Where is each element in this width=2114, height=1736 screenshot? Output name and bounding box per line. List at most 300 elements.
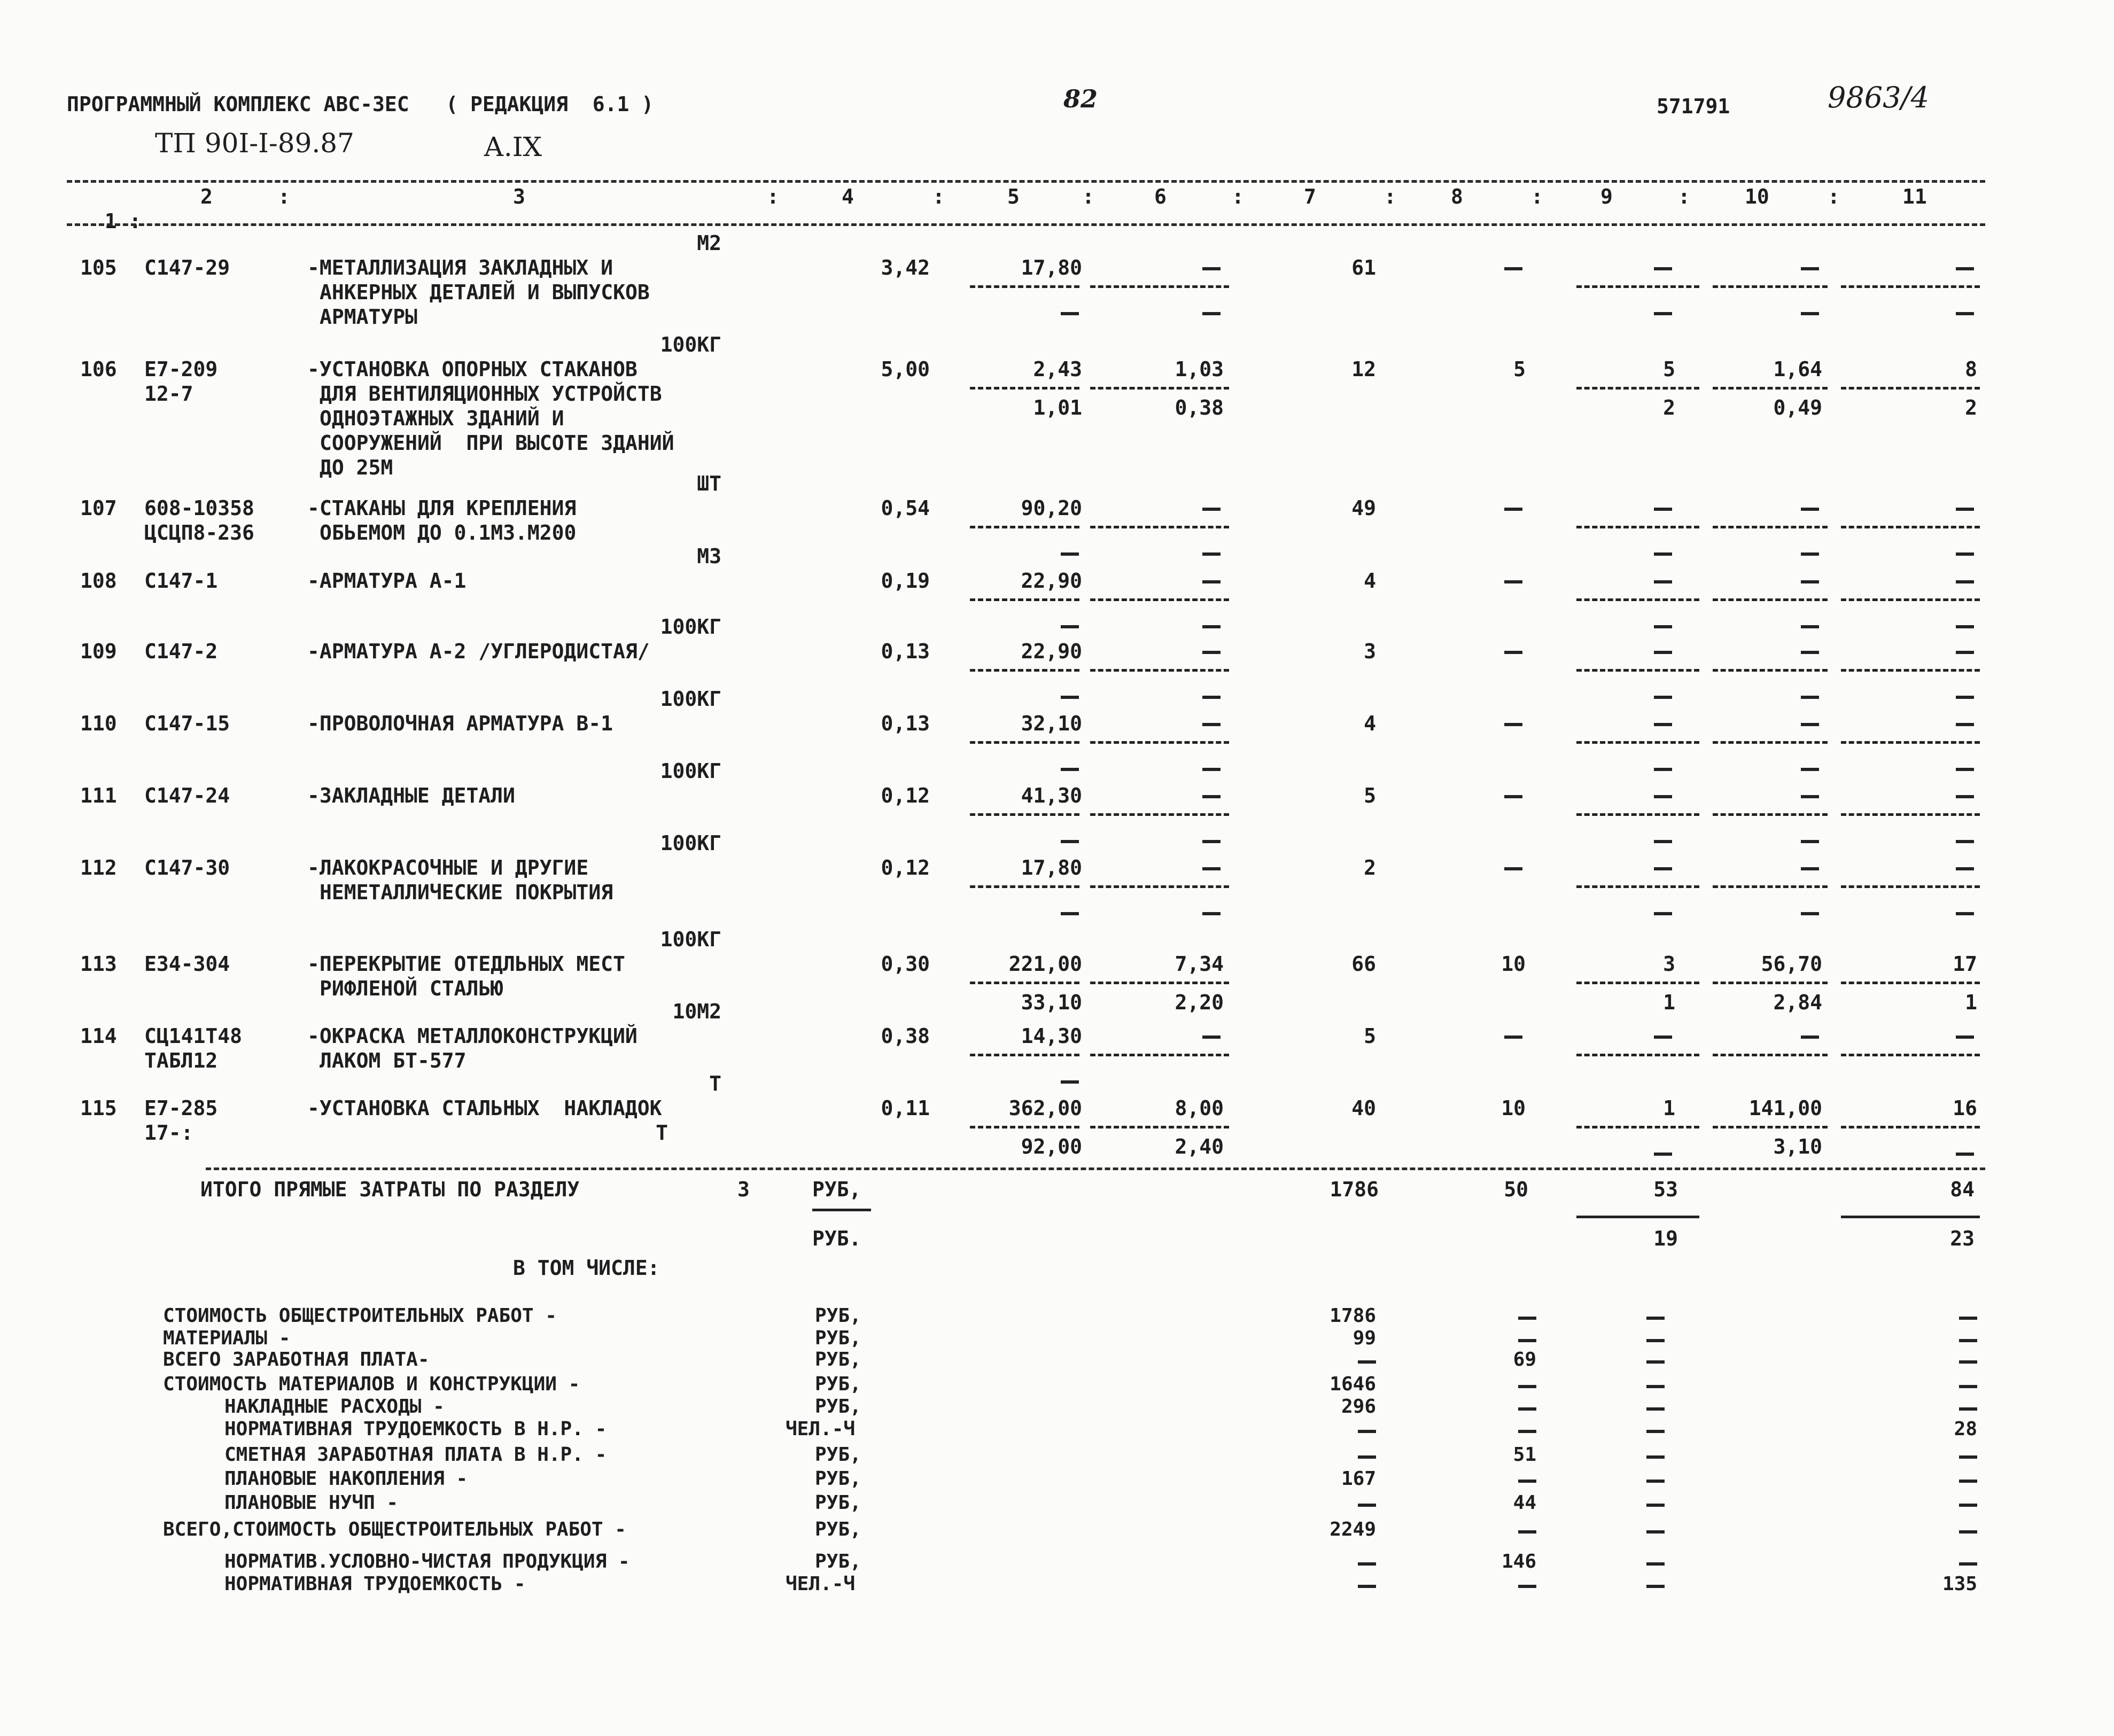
- dash-mark: [1202, 580, 1221, 583]
- cell-underline: [1090, 285, 1229, 288]
- dash-mark: [1801, 840, 1819, 843]
- summary-label: ВСЕГО ЗАРАБОТНАЯ ПЛАТА-: [163, 1349, 430, 1371]
- cell-underline: [1576, 1126, 1699, 1128]
- dash-mark: [1801, 867, 1819, 870]
- summary-label: СМЕТНАЯ ЗАРАБОТНАЯ ПЛАТА В Н.Р. -: [224, 1444, 607, 1466]
- dash-mark: [1358, 1360, 1376, 1364]
- row-description: ОБЬЕМОМ ДО 0.1М3.М200: [320, 521, 577, 544]
- cell-underline: [1713, 285, 1828, 288]
- dash-mark: [1061, 696, 1079, 699]
- summary-c7: 1786: [1330, 1305, 1376, 1327]
- row-description: ДО 25М: [320, 456, 393, 479]
- cell-c7: 66: [1351, 952, 1376, 976]
- dash-mark: [1646, 1530, 1665, 1533]
- cell-c5: 17,80: [1021, 256, 1082, 279]
- cell-underline: [1090, 885, 1229, 888]
- dash-mark: [1504, 723, 1522, 726]
- cell-underline: [970, 1054, 1079, 1056]
- dash-mark: [1956, 768, 1974, 771]
- cell-underline: [1841, 741, 1980, 744]
- row-description: -ПЕРЕКРЫТИЕ ОТЕДЛЬНЫХ МЕСТ: [307, 952, 625, 976]
- row-description: АРМАТУРЫ: [320, 305, 418, 329]
- summary-c7: 296: [1341, 1396, 1376, 1418]
- cell-underline: [1090, 1054, 1229, 1056]
- col-3-header: 3: [513, 185, 525, 208]
- cell-c6: 7,34: [1175, 952, 1224, 976]
- cell-c10-b: 3,10: [1773, 1135, 1822, 1158]
- dash-mark: [1518, 1480, 1536, 1483]
- cell-c4: 0,13: [881, 640, 930, 663]
- col-10-header: 10: [1745, 185, 1769, 208]
- row-code: С147-2: [144, 640, 218, 663]
- row-code: Е7-209: [144, 357, 218, 381]
- unit-label: 100КГ: [660, 831, 721, 855]
- dash-mark: [1654, 580, 1672, 583]
- dash-mark: [1801, 267, 1819, 270]
- cell-c11-b: 2: [1965, 396, 1977, 419]
- col-sep: :: [767, 185, 779, 208]
- cell-c7: 4: [1364, 712, 1376, 735]
- cell-c7: 5: [1364, 1024, 1376, 1048]
- cell-c4: 0,12: [881, 856, 930, 879]
- cell-c10: 1,64: [1773, 357, 1822, 381]
- cell-c5: 14,30: [1021, 1024, 1082, 1048]
- cell-underline: [1713, 885, 1828, 888]
- cell-c4: 0,12: [881, 784, 930, 807]
- dash-mark: [1956, 625, 1974, 628]
- dash-mark: [1801, 795, 1819, 798]
- dash-mark: [1504, 651, 1522, 654]
- dash-mark: [1504, 508, 1522, 511]
- row-description: -ОКРАСКА МЕТАЛЛОКОНСТРУКЦИЙ: [307, 1024, 638, 1048]
- unit-label: ШТ: [697, 472, 721, 495]
- row-number: 106: [80, 357, 117, 381]
- col-sep: :: [1384, 185, 1396, 208]
- unit-label: 10М2: [672, 1000, 721, 1023]
- dash-mark: [1358, 1562, 1376, 1566]
- dash-mark: [1061, 912, 1079, 915]
- dash-mark: [1646, 1504, 1665, 1507]
- cell-underline: [1576, 982, 1699, 984]
- dash-mark: [1956, 552, 1974, 556]
- row-number: 105: [80, 256, 117, 279]
- album-number: А.IX: [484, 131, 542, 162]
- col-4-header: 4: [842, 185, 854, 208]
- summary-label: СТОИМОСТЬ МАТЕРИАЛОВ И КОНСТРУКЦИИ -: [163, 1373, 580, 1395]
- row-code: С147-30: [144, 856, 230, 879]
- dash-mark: [1646, 1480, 1665, 1483]
- row-code: С147-15: [144, 712, 230, 735]
- summary-label: НАКЛАДНЫЕ РАСХОДЫ -: [224, 1396, 445, 1418]
- cell-c6-b: 2,40: [1175, 1135, 1224, 1158]
- row-description: -УСТАНОВКА СТАЛЬНЫХ НАКЛАДОК: [307, 1096, 662, 1120]
- dash-mark: [1654, 795, 1672, 798]
- cell-underline: [1841, 1054, 1980, 1056]
- dash-mark: [1518, 1339, 1536, 1342]
- col-sep: :: [1678, 185, 1690, 208]
- dash-mark: [1202, 508, 1221, 511]
- totals-col8: 50: [1504, 1178, 1528, 1201]
- row-code: СЦ141Т48: [144, 1024, 243, 1048]
- dash-mark: [1202, 912, 1221, 915]
- summary-c8: 44: [1513, 1492, 1536, 1514]
- row-description: ЛАКОМ БТ-577: [320, 1049, 467, 1072]
- summary-unit: РУБ,: [815, 1396, 861, 1418]
- dash-mark: [1654, 840, 1672, 843]
- col-8-header: 8: [1451, 185, 1463, 208]
- cell-underline: [1713, 813, 1828, 816]
- totals-col11: 84: [1950, 1178, 1975, 1201]
- row-number: 108: [80, 569, 117, 593]
- dash-mark: [1654, 312, 1672, 315]
- dash-mark: [1801, 312, 1819, 315]
- cell-underline: [970, 387, 1079, 390]
- col-sep: :: [278, 185, 290, 208]
- dash-mark: [1202, 651, 1221, 654]
- cell-underline: [970, 982, 1079, 984]
- cell-underline: [1090, 526, 1229, 528]
- cell-c4: 0,11: [881, 1096, 930, 1120]
- totals-label: ИТОГО ПРЯМЫЕ ЗАТРАТЫ ПО РАЗДЕЛУ: [200, 1178, 580, 1201]
- cell-underline: [1841, 982, 1980, 984]
- cell-underline: [970, 885, 1079, 888]
- row-description: НЕМЕТАЛЛИЧЕСКИЕ ПОКРЫТИЯ: [320, 881, 613, 904]
- cell-underline: [1090, 598, 1229, 601]
- cell-underline: [1576, 813, 1699, 816]
- dash-mark: [1956, 723, 1974, 726]
- dash-mark: [1654, 1036, 1672, 1039]
- row-number: 115: [80, 1096, 117, 1120]
- dash-mark: [1358, 1430, 1376, 1433]
- cell-c7: 61: [1351, 256, 1376, 279]
- summary-c7: 1646: [1330, 1373, 1376, 1395]
- dash-mark: [1801, 580, 1819, 583]
- dash-mark: [1959, 1339, 1977, 1342]
- row-description: -АРМАТУРА А-2 /УГЛЕРОДИСТАЯ/: [307, 640, 650, 663]
- cell-c11-b: 1: [1965, 991, 1977, 1014]
- cell-underline: [970, 741, 1079, 744]
- totals-col11-b: 23: [1950, 1227, 1975, 1250]
- summary-label: МАТЕРИАЛЫ -: [163, 1327, 291, 1349]
- summary-c8: 69: [1513, 1349, 1536, 1371]
- row-description: -ЗАКЛАДНЫЕ ДЕТАЛИ: [307, 784, 515, 807]
- unit-label: 100КГ: [660, 333, 721, 356]
- row-description: -АРМАТУРА А-1: [307, 569, 467, 593]
- cell-c6: 8,00: [1175, 1096, 1224, 1120]
- cell-c5: 221,00: [1008, 952, 1082, 976]
- including-label: В ТОМ ЧИСЛЕ:: [513, 1256, 660, 1280]
- dash-mark: [1202, 625, 1221, 628]
- cell-underline: [1713, 741, 1828, 744]
- summary-c7: 167: [1341, 1468, 1376, 1490]
- cell-c4: 5,00: [881, 357, 930, 381]
- dash-mark: [1518, 1585, 1536, 1588]
- summary-c7: 99: [1353, 1327, 1376, 1349]
- dash-mark: [1646, 1585, 1665, 1588]
- cell-underline: [1713, 982, 1828, 984]
- col-2-header: 2: [200, 185, 213, 208]
- col-sep: :: [1531, 185, 1543, 208]
- cell-underline: [970, 1126, 1079, 1128]
- cell-c7: 12: [1351, 357, 1376, 381]
- cell-c5: 362,00: [1008, 1096, 1082, 1120]
- cell-underline: [970, 526, 1079, 528]
- dash-mark: [1959, 1317, 1977, 1320]
- dash-mark: [1959, 1455, 1977, 1459]
- dash-mark: [1202, 723, 1221, 726]
- cell-underline: [1841, 885, 1980, 888]
- dash-mark: [1504, 795, 1522, 798]
- unit-label: 100КГ: [660, 615, 721, 639]
- summary-unit: РУБ,: [815, 1492, 861, 1514]
- dash-mark: [1654, 912, 1672, 915]
- dash-mark: [1504, 267, 1522, 270]
- cell-c6-b: 2,20: [1175, 991, 1224, 1014]
- sheet-number: 9863/4: [1828, 81, 1929, 114]
- cell-c11: 16: [1953, 1096, 1977, 1120]
- dash-mark: [1202, 768, 1221, 771]
- col-9-header: 9: [1600, 185, 1613, 208]
- dash-mark: [1061, 1080, 1079, 1084]
- unit-label-2: Т: [656, 1121, 668, 1145]
- row-code: Е7-285: [144, 1096, 218, 1120]
- cell-underline: [970, 285, 1079, 288]
- cell-c5: 90,20: [1021, 496, 1082, 520]
- dash-mark: [1358, 1585, 1376, 1588]
- dash-mark: [1061, 840, 1079, 843]
- dash-mark: [1646, 1562, 1665, 1566]
- row-description: АНКЕРНЫХ ДЕТАЛЕЙ И ВЫПУСКОВ: [320, 281, 650, 304]
- cell-underline: [1713, 526, 1828, 528]
- summary-unit: ЧЕЛ.-Ч: [786, 1418, 856, 1440]
- dash-mark: [1202, 1036, 1221, 1039]
- dash-mark: [1801, 552, 1819, 556]
- dash-mark: [1504, 580, 1522, 583]
- totals-unit-2: РУБ.: [812, 1227, 861, 1250]
- dash-mark: [1956, 795, 1974, 798]
- row-number: 111: [80, 784, 117, 807]
- dash-mark: [1202, 552, 1221, 556]
- totals-col9: 53: [1653, 1178, 1678, 1201]
- dash-mark: [1956, 580, 1974, 583]
- cell-underline: [1576, 885, 1699, 888]
- summary-label: ПЛАНОВЫЕ НУЧП -: [224, 1492, 399, 1514]
- dash-mark: [1646, 1385, 1665, 1388]
- dash-mark: [1956, 651, 1974, 654]
- row-code-2: ЦСЦП8-236: [144, 521, 254, 544]
- project-number: ТП 90I-I-89.87: [155, 128, 354, 159]
- row-code: 608-10358: [144, 496, 254, 520]
- program-title: ПРОГРАММНЫЙ КОМПЛЕКС АВС-3ЕС ( РЕДАКЦИЯ 6.1 ): [67, 92, 654, 116]
- col-sep: :: [1082, 185, 1094, 208]
- cell-c5: 2,43: [1033, 357, 1082, 381]
- unit-label: М2: [697, 231, 721, 255]
- cell-underline: [1090, 813, 1229, 816]
- dash-mark: [1654, 625, 1672, 628]
- dash-mark: [1518, 1530, 1536, 1533]
- summary-label: ПЛАНОВЫЕ НАКОПЛЕНИЯ -: [224, 1468, 468, 1490]
- summary-unit: РУБ,: [815, 1349, 861, 1371]
- dash-mark: [1646, 1360, 1665, 1364]
- cell-c4: 0,54: [881, 496, 930, 520]
- dash-mark: [1801, 696, 1819, 699]
- dash-mark: [1959, 1504, 1977, 1507]
- dash-mark: [1518, 1317, 1536, 1320]
- summary-unit: РУБ,: [815, 1468, 861, 1490]
- cell-underline: [1090, 669, 1229, 672]
- cell-c9: 1: [1663, 1096, 1675, 1120]
- summary-unit: ЧЕЛ.-Ч: [786, 1573, 856, 1595]
- totals-col9-underline: [1576, 1216, 1699, 1218]
- dash-mark: [1801, 651, 1819, 654]
- cell-c11: 17: [1953, 952, 1977, 976]
- row-number: 110: [80, 712, 117, 735]
- cell-c8: 10: [1501, 952, 1526, 976]
- cell-c8: 5: [1513, 357, 1526, 381]
- cell-underline: [1841, 1126, 1980, 1128]
- cell-underline: [1576, 598, 1699, 601]
- dash-mark: [1956, 840, 1974, 843]
- dash-mark: [1646, 1339, 1665, 1342]
- cell-underline: [1841, 813, 1980, 816]
- totals-col9-b: 19: [1653, 1227, 1678, 1250]
- row-description: СООРУЖЕНИЙ ПРИ ВЫСОТЕ ЗДАНИЙ: [320, 431, 674, 455]
- column-header: 1 :: [104, 209, 142, 233]
- unit-label: М3: [697, 544, 721, 568]
- cell-underline: [1713, 669, 1828, 672]
- dash-mark: [1654, 1153, 1672, 1156]
- row-code: Е34-304: [144, 952, 230, 976]
- summary-label: НОРМАТИВНАЯ ТРУДОЕМКОСТЬ В Н.Р. -: [224, 1418, 607, 1440]
- cell-c5-b: 92,00: [1021, 1135, 1082, 1158]
- totals-unit: РУБ,: [812, 1178, 861, 1201]
- summary-c11: 28: [1954, 1418, 1977, 1440]
- cell-c5: 17,80: [1021, 856, 1082, 879]
- row-description: -МЕТАЛЛИЗАЦИЯ ЗАКЛАДНЫХ И: [307, 256, 613, 279]
- dash-mark: [1801, 508, 1819, 511]
- dash-mark: [1956, 867, 1974, 870]
- header-bottom-rule: [67, 223, 1985, 226]
- dash-mark: [1202, 840, 1221, 843]
- row-description: -ЛАКОКРАСОЧНЫЕ И ДРУГИЕ: [307, 856, 589, 879]
- col-6-header: 6: [1154, 185, 1167, 208]
- cell-c5-b: 33,10: [1021, 991, 1082, 1014]
- summary-unit: РУБ,: [815, 1444, 861, 1466]
- cell-c4: 0,30: [881, 952, 930, 976]
- cell-c6: 1,03: [1175, 357, 1224, 381]
- cell-underline: [1090, 741, 1229, 744]
- dash-mark: [1518, 1430, 1536, 1433]
- dash-mark: [1959, 1480, 1977, 1483]
- dash-mark: [1202, 795, 1221, 798]
- cell-underline: [1841, 285, 1980, 288]
- cell-underline: [1841, 669, 1980, 672]
- cell-c4: 0,13: [881, 712, 930, 735]
- cell-c5: 41,30: [1021, 784, 1082, 807]
- totals-col11-underline: [1841, 1216, 1980, 1218]
- col-sep: :: [932, 185, 945, 208]
- dash-mark: [1202, 696, 1221, 699]
- dash-mark: [1654, 696, 1672, 699]
- cell-underline: [970, 598, 1079, 601]
- dash-mark: [1202, 267, 1221, 270]
- cell-c7: 3: [1364, 640, 1376, 663]
- summary-c11: 135: [1942, 1573, 1977, 1595]
- row-description: ОДНОЭТАЖНЫХ ЗДАНИЙ И: [320, 407, 564, 430]
- document-code: 571791: [1657, 95, 1730, 118]
- unit-label: 100КГ: [660, 687, 721, 711]
- dash-mark: [1956, 312, 1974, 315]
- dash-mark: [1654, 768, 1672, 771]
- cell-underline: [1090, 387, 1229, 390]
- row-code: С147-1: [144, 569, 218, 593]
- unit-label: Т: [709, 1072, 721, 1095]
- row-description: ДЛЯ ВЕНТИЛЯЦИОННЫХ УСТРОЙСТВ: [320, 382, 662, 406]
- col-11-header: 11: [1902, 185, 1927, 208]
- row-description: -УСТАНОВКА ОПОРНЫХ СТАКАНОВ: [307, 357, 638, 381]
- dash-mark: [1504, 1036, 1522, 1039]
- totals-rule: [206, 1167, 1985, 1170]
- totals-unit-underline: [812, 1209, 871, 1211]
- dash-mark: [1959, 1360, 1977, 1364]
- dash-mark: [1646, 1455, 1665, 1459]
- cell-c4: 3,42: [881, 256, 930, 279]
- dash-mark: [1959, 1407, 1977, 1411]
- summary-label: СТОИМОСТЬ ОБЩЕСТРОИТЕЛЬНЫХ РАБОТ -: [163, 1305, 557, 1327]
- cell-c8: 10: [1501, 1096, 1526, 1120]
- dash-mark: [1654, 867, 1672, 870]
- dash-mark: [1518, 1385, 1536, 1388]
- dash-mark: [1801, 1036, 1819, 1039]
- cell-c5: 22,90: [1021, 569, 1082, 593]
- dash-mark: [1646, 1407, 1665, 1411]
- cell-underline: [1576, 1054, 1699, 1056]
- cell-underline: [1713, 387, 1828, 390]
- row-code: С147-24: [144, 784, 230, 807]
- dash-mark: [1956, 1036, 1974, 1039]
- cell-underline: [1576, 669, 1699, 672]
- col-sep: :: [1232, 185, 1244, 208]
- dash-mark: [1956, 1153, 1974, 1156]
- col-sep: :: [1828, 185, 1840, 208]
- cell-c11: 8: [1965, 357, 1977, 381]
- dash-mark: [1654, 651, 1672, 654]
- cell-underline: [1576, 741, 1699, 744]
- row-code: С147-29: [144, 256, 230, 279]
- dash-mark: [1518, 1407, 1536, 1411]
- summary-label: ВСЕГО,СТОИМОСТЬ ОБЩЕСТРОИТЕЛЬНЫХ РАБОТ -: [163, 1519, 626, 1540]
- dash-mark: [1956, 696, 1974, 699]
- cell-c6-b: 0,38: [1175, 396, 1224, 419]
- summary-c8: 146: [1501, 1551, 1536, 1572]
- dash-mark: [1202, 867, 1221, 870]
- unit-label: 100КГ: [660, 759, 721, 783]
- cell-c4: 0,19: [881, 569, 930, 593]
- cell-underline: [970, 669, 1079, 672]
- dash-mark: [1959, 1385, 1977, 1388]
- row-code-2: 17-:: [144, 1121, 193, 1145]
- cell-c9: 3: [1663, 952, 1675, 976]
- row-number: 112: [80, 856, 117, 879]
- dash-mark: [1956, 267, 1974, 270]
- cell-c9-b: 2: [1663, 396, 1675, 419]
- cell-c5: 22,90: [1021, 640, 1082, 663]
- dash-mark: [1358, 1504, 1376, 1507]
- totals-section: 3: [737, 1178, 750, 1201]
- dash-mark: [1801, 723, 1819, 726]
- row-number: 114: [80, 1024, 117, 1048]
- col-7-header: 7: [1304, 185, 1316, 208]
